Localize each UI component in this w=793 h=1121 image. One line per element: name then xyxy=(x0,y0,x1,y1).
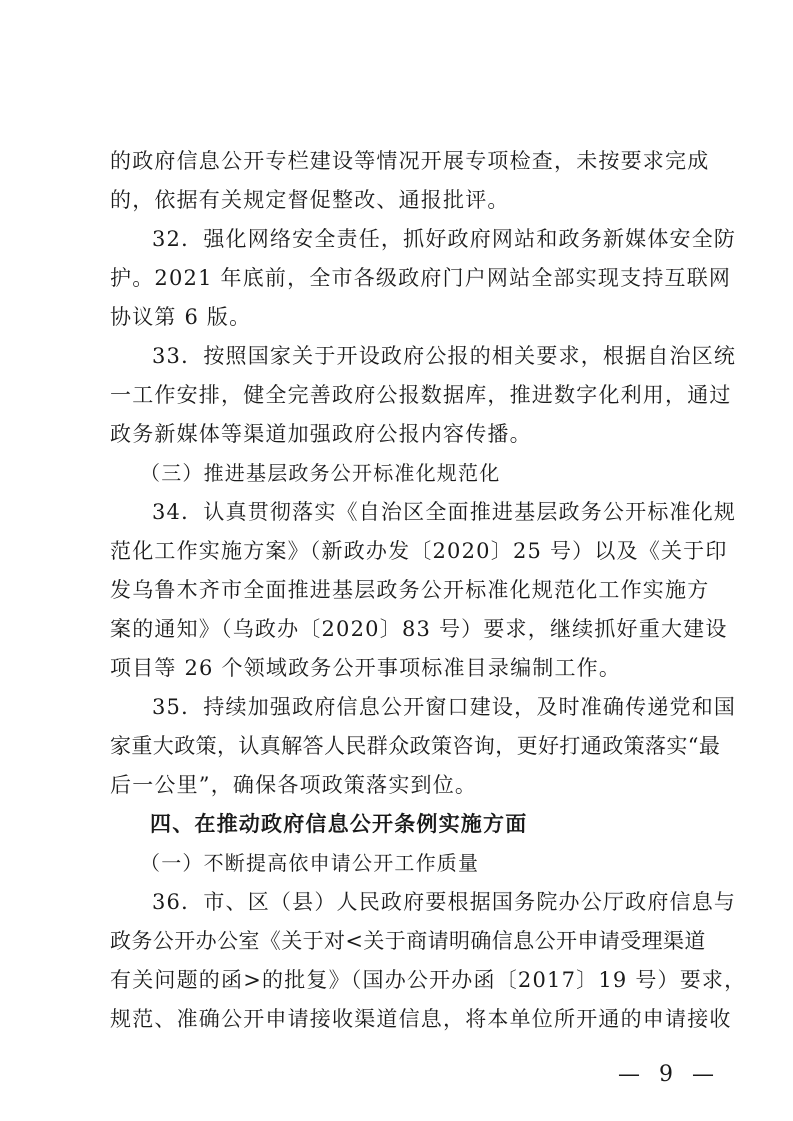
paragraph-32-line: 32．强化网络安全责任，抓好政府网站和政务新媒体安全防 xyxy=(152,227,737,251)
page-number: — 9 — xyxy=(618,1062,720,1087)
subsection-heading-1: （一）不断提高依申请公开工作质量 xyxy=(140,851,480,875)
paragraph-line: 的，依据有关规定督促整改、通报批评。 xyxy=(110,188,510,212)
paragraph-34-line: 34．认真贯彻落实《自治区全面推进基层政务公开标准化规 xyxy=(152,500,737,524)
paragraph-32-line: 协议第 6 版。 xyxy=(110,305,252,329)
paragraph-34-line: 项目等 26 个领域政务公开事项标准目录编制工作。 xyxy=(110,656,622,680)
section-heading-4: 四、在推动政府信息公开条例实施方面 xyxy=(150,812,528,836)
paragraph-36-line: 36．市、区（县）人民政府要根据国务院办公厅政府信息与 xyxy=(152,890,737,914)
paragraph-33-line: 一工作安排，健全完善政府公报数据库，推进数字化利用，通过 xyxy=(110,383,732,407)
paragraph-35-line: 后一公里”，确保各项政策落实到位。 xyxy=(110,773,478,797)
paragraph-36-line: 规范、准确公开申请接收渠道信息，将本单位所开通的申请接收 xyxy=(110,1007,732,1031)
paragraph-32-line: 护。2021 年底前，全市各级政府门户网站全部实现支持互联网 xyxy=(110,266,732,290)
paragraph-33-line: 政务新媒体等渠道加强政府公报内容传播。 xyxy=(110,422,532,446)
paragraph-34-line: 范化工作实施方案》（新政办发〔2020〕25 号）以及《关于印 xyxy=(110,539,728,563)
paragraph-34-line: 发乌鲁木齐市全面推进基层政务公开标准化规范化工作实施方 xyxy=(110,578,710,602)
paragraph-34-line: 案的通知》（乌政办〔2020〕83 号）要求，继续抓好重大建设 xyxy=(110,617,728,641)
section-heading-3: （三）推进基层政务公开标准化规范化 xyxy=(140,461,501,485)
paragraph-35-line: 35．持续加强政府信息公开窗口建设，及时准确传递党和国 xyxy=(152,695,737,719)
paragraph-33-line: 33．按照国家关于开设政府公报的相关要求，根据自治区统 xyxy=(152,344,737,368)
paragraph-line: 的政府信息公开专栏建设等情况开展专项检查，未按要求完成 xyxy=(110,149,710,173)
paragraph-36-line: 政务公开办公室《关于对<关于商请明确信息公开申请受理渠道 xyxy=(110,929,706,953)
paragraph-35-line: 家重大政策，认真解答人民群众政策咨询，更好打通政策落实“最 xyxy=(110,734,721,758)
paragraph-36-line: 有关问题的函>的批复》（国办公开办函〔2017〕19 号）要求， xyxy=(110,968,747,992)
